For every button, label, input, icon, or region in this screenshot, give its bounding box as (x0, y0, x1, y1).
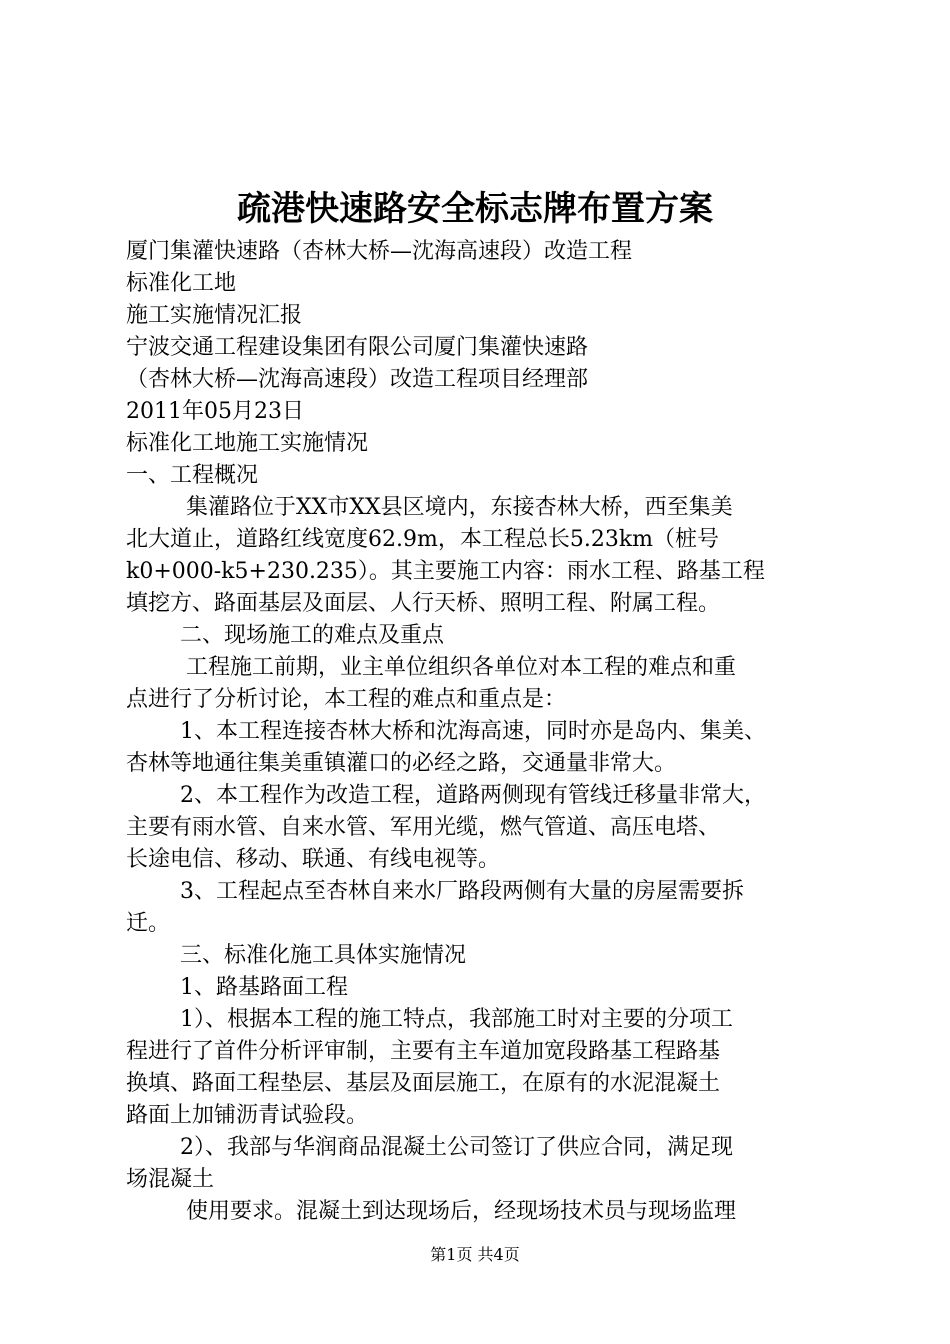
paragraph-line: 长途电信、移动、联通、有线电视等。 (126, 847, 501, 872)
document-body (126, 236, 846, 1228)
paragraph-line: 工程施工前期，业主单位组织各单位对本工程的难点和重 (186, 655, 737, 680)
body-line: 2011年05月23日 (126, 399, 304, 424)
paragraph-line: 集灌路位于XX市XX县区境内，东接杏林大桥，西至集美 (186, 495, 733, 520)
paragraph-line: 3、工程起点至杏林自来水厂路段两侧有大量的房屋需要拆 (180, 879, 744, 904)
paragraph-line: 2、本工程作为改造工程，道路两侧现有管线迁移量非常大， (180, 783, 766, 808)
paragraph-line: 场混凝土 (126, 1167, 215, 1192)
paragraph-line: 填挖方、路面基层及面层、人行天桥、照明工程、附属工程。 (126, 591, 721, 616)
paragraph-line: 2）、我部与华润商品混凝土公司签订了供应合同，满足现 (180, 1135, 733, 1160)
subsection-heading: 1、路基路面工程 (180, 975, 348, 1000)
document-title: 疏港快速路安全标志牌布置方案 (237, 189, 713, 229)
paragraph-line: 1）、根据本工程的施工特点，我部施工时对主要的分项工 (180, 1007, 733, 1032)
paragraph-line: 杏林等地通往集美重镇灌口的必经之路，交通量非常大。 (126, 751, 677, 776)
paragraph-line: 换填、路面工程垫层、基层及面层施工，在原有的水泥混凝土 (126, 1071, 721, 1096)
body-line: 厦门集灌快速路（杏林大桥—沈海高速段）改造工程 (126, 239, 633, 264)
paragraph-line: 1、本工程连接杏林大桥和沈海高速，同时亦是岛内、集美、 (180, 719, 766, 744)
paragraph-line: 使用要求。混凝土到达现场后，经现场技术员与现场监理 (186, 1199, 737, 1224)
section-heading: 二、现场施工的难点及重点 (180, 623, 445, 648)
body-line: 宁波交通工程建设集团有限公司厦门集灌快速路 (126, 335, 589, 360)
paragraph-line: k0+000-k5+230.235）。其主要施工内容：雨水工程、路基工程 (126, 559, 765, 584)
page-number-footer: 第1页 共4页 (430, 1245, 520, 1264)
body-line: 施工实施情况汇报 (126, 303, 303, 328)
section-heading: 一、工程概况 (126, 463, 259, 488)
paragraph-line: 程进行了首件分析评审制，主要有主车道加宽段路基工程路基 (126, 1039, 721, 1064)
body-line: 标准化工地施工实施情况 (126, 431, 369, 456)
paragraph-line: 主要有雨水管、自来水管、军用光缆，燃气管道、高压电塔、 (126, 815, 721, 840)
paragraph-line: 点进行了分析讨论，本工程的难点和重点是： (126, 687, 567, 712)
section-heading: 三、标准化施工具体实施情况 (180, 943, 467, 968)
body-line: 标准化工地 (126, 271, 237, 296)
paragraph-line: 路面上加铺沥青试验段。 (126, 1103, 369, 1128)
paragraph-line: 北大道止，道路红线宽度62.9m，本工程总长5.23km（桩号 (126, 527, 720, 552)
paragraph-line: 迁。 (126, 911, 171, 936)
body-line: （杏林大桥—沈海高速段）改造工程项目经理部 (126, 367, 589, 392)
